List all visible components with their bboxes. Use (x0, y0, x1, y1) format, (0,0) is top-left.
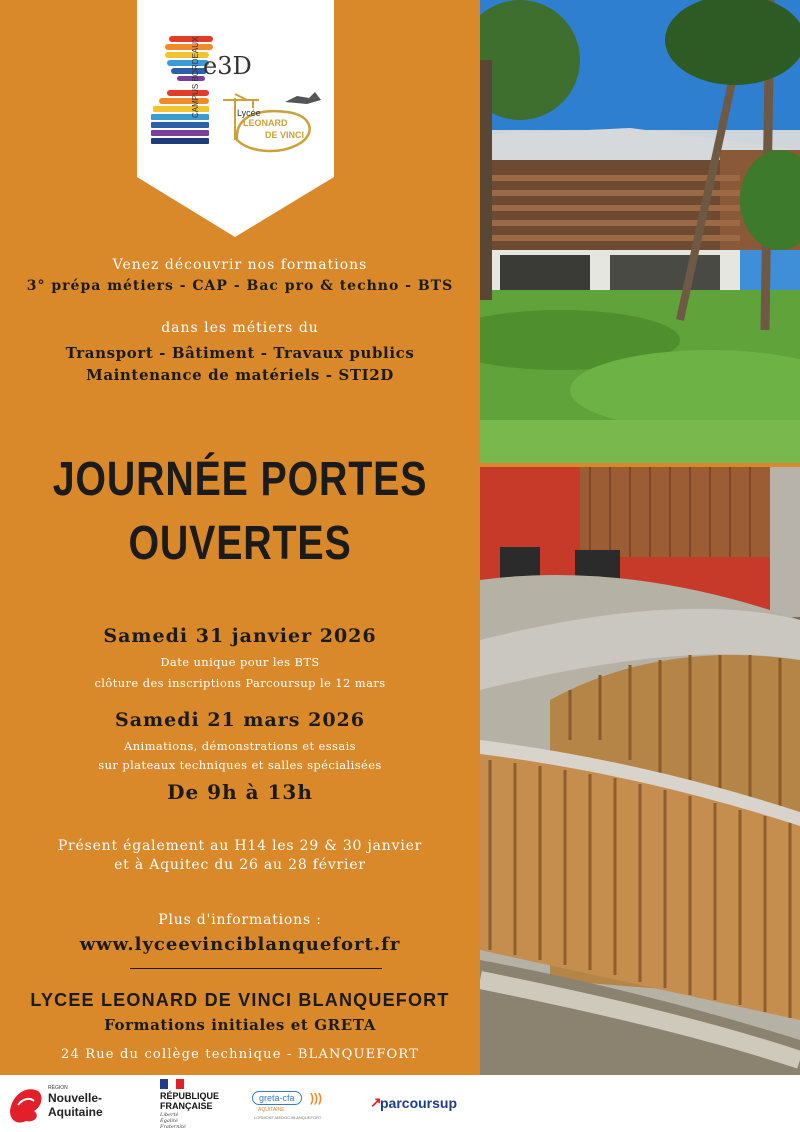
event1-date: Samedi 31 janvier 2026 (103, 625, 377, 647)
intro-line-3: dans les métiers du (161, 320, 319, 336)
rep-motto-2: Égalité (160, 1118, 178, 1124)
region-line-2: Aquitaine (48, 1105, 103, 1119)
event2-note-1: Animations, démonstrations et essais (124, 739, 356, 753)
photo-column (480, 0, 800, 1075)
rep-line-2: FRANÇAISE (160, 1101, 213, 1111)
greta-sub-2: LORMONT-MEDOC-BLANQUEFORT (254, 1115, 322, 1120)
greta-logo (250, 1079, 330, 1129)
event1-note-2: clôture des inscriptions Parcoursup le 12 mars (94, 676, 386, 690)
title-line-1: JOURNÉE PORTES (52, 453, 428, 506)
separator-line (130, 968, 382, 969)
greta-sub-1: AQUITAINE (258, 1107, 285, 1113)
e3d-logo-text: e3D (203, 52, 252, 80)
event2-note-2: sur plateaux techniques et salles spécialisées (98, 758, 382, 772)
marianne-flag-icon (160, 1079, 184, 1089)
event2-hours: De 9h à 13h (167, 780, 313, 804)
rep-motto-3: Fraternité (160, 1124, 186, 1130)
school-photos (480, 0, 800, 1075)
event2-date: Samedi 21 mars 2026 (114, 709, 365, 731)
title-line-2: OUVERTES (128, 517, 352, 570)
walkway-photo (480, 467, 800, 1075)
campus-bordeaux-text: CAMPUS BORDEAUX (191, 36, 200, 118)
school-address: 24 Rue du collège technique - BLANQUEFORT (60, 1047, 420, 1062)
intro-line-5: Maintenance de matériels - STI2D (86, 366, 394, 384)
greta-name: greta-cfa (252, 1091, 302, 1105)
also-line-1: Présent également au H14 les 29 & 30 janvier (57, 838, 423, 854)
parcoursup-text: parcoursup (380, 1095, 458, 1111)
rep-motto-1: Liberté (160, 1112, 179, 1118)
website-link[interactable]: www.lyceevinciblanquefort.fr (79, 934, 401, 955)
region-logo (6, 1079, 116, 1129)
footer-logos (0, 1075, 800, 1132)
school-name: LYCEE LEONARD DE VINCI BLANQUEFORT (30, 990, 450, 1010)
event1-note-1: Date unique pour les BTS (160, 655, 320, 669)
parcoursup-arrow-icon: ↗ (370, 1094, 382, 1110)
lycee-word: Lycée (237, 108, 261, 118)
rep-line-1: RÉPUBLIQUE (160, 1091, 220, 1101)
lion-icon (6, 1081, 46, 1127)
intro-line-2: 3° prépa métiers - CAP - Bac pro & techno - BTS (26, 278, 454, 294)
leonard-word: LEONARD (243, 118, 288, 128)
building-photo (480, 0, 800, 463)
intro-line-4: Transport - Bâtiment - Travaux publics (65, 344, 415, 362)
vinci-word: DE VINCI (265, 130, 305, 140)
region-line-1: Nouvelle- (48, 1091, 103, 1105)
intro-line-1: Venez découvrir nos formations (112, 257, 368, 273)
also-line-2: et à Aquitec du 26 au 28 février (114, 857, 366, 873)
parcoursup-logo (370, 1079, 480, 1129)
school-logo (137, 0, 334, 237)
republique-logo (160, 1079, 240, 1129)
school-subtitle: Formations initiales et GRETA (104, 1016, 376, 1034)
greta-chevrons-icon: ))) (310, 1091, 322, 1105)
info-label: Plus d'informations : (158, 912, 322, 928)
region-small: RÉGION (48, 1085, 68, 1091)
